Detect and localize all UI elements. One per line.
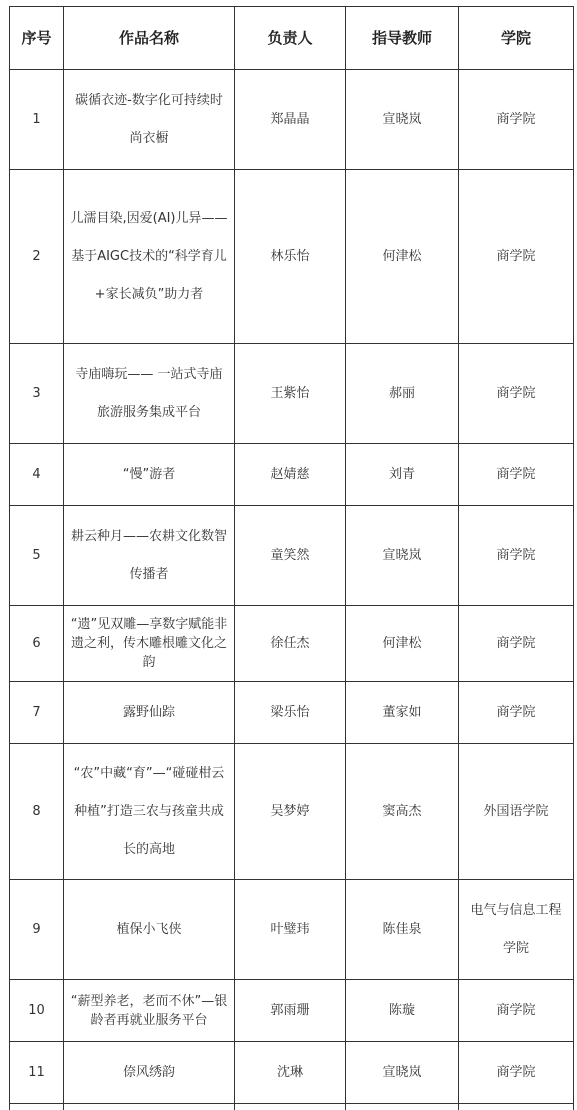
cell-title: 倷风绣韵 <box>64 1042 235 1104</box>
cell-college: 外国语学院 <box>459 744 574 880</box>
cell-seq: 6 <box>10 606 64 682</box>
cell-seq: 9 <box>10 880 64 980</box>
cell-lead: 郭雨珊 <box>235 980 346 1042</box>
cell-teacher: 宣晓岚 <box>346 506 459 606</box>
cell-college: 商学院 <box>459 606 574 682</box>
cell-college: 电气与信息工程学院 <box>459 880 574 980</box>
cell-teacher: 何津松 <box>346 606 459 682</box>
cell-lead <box>235 1104 346 1110</box>
cell-college: 商学院 <box>459 70 574 170</box>
cell-college: 商学院 <box>459 980 574 1042</box>
cell-lead: 徐任杰 <box>235 606 346 682</box>
table-row <box>10 506 574 606</box>
cell-teacher: 陈璇 <box>346 980 459 1042</box>
table-row <box>10 980 574 1042</box>
cell-title: 耕云种月——农耕文化数智传播者 <box>64 506 235 606</box>
cell-title: “农”中藏“育”—“碰碰柑云种植”打造三农与孩童共成长的高地 <box>64 744 235 880</box>
header-row <box>10 7 574 70</box>
cell-lead: 吴梦婷 <box>235 744 346 880</box>
cell-title: 植保小飞侠 <box>64 880 235 980</box>
cell-teacher: 郝丽 <box>346 344 459 444</box>
cell-seq: 7 <box>10 682 64 744</box>
cell-college: 商学院 <box>459 506 574 606</box>
table-row <box>10 880 574 980</box>
cell-lead: 沈琳 <box>235 1042 346 1104</box>
cell-college: 商学院 <box>459 170 574 344</box>
cell-seq: 3 <box>10 344 64 444</box>
table-row <box>10 744 574 880</box>
cell-seq <box>10 1104 64 1110</box>
header-title: 作品名称 <box>64 7 235 70</box>
cell-seq: 2 <box>10 170 64 344</box>
cell-lead: 赵婧慈 <box>235 444 346 506</box>
table-row <box>10 170 574 344</box>
cell-title: 儿濡目染,因爱(AI)儿异——基于AIGC技术的“科学育儿+家长减负”助力者 <box>64 170 235 344</box>
cell-college: 商学院 <box>459 1042 574 1104</box>
table-row <box>10 606 574 682</box>
cell-seq: 1 <box>10 70 64 170</box>
table-row <box>10 70 574 170</box>
cell-seq: 10 <box>10 980 64 1042</box>
table-row <box>10 1104 574 1110</box>
cell-lead: 童笑然 <box>235 506 346 606</box>
cell-seq: 5 <box>10 506 64 606</box>
cell-teacher: 宣晓岚 <box>346 70 459 170</box>
cell-college <box>459 1104 574 1110</box>
table-row <box>10 1042 574 1104</box>
cell-title <box>64 1104 235 1110</box>
cell-title: 碳循衣迹-数字化可持续时尚衣橱 <box>64 70 235 170</box>
project-table <box>9 6 574 1110</box>
cell-college: 商学院 <box>459 344 574 444</box>
cell-title: “遗”见双雕—享数字赋能非遗之利，传木雕根雕文化之韵 <box>64 606 235 682</box>
cell-title: 寺庙嗨玩—— 一站式寺庙旅游服务集成平台 <box>64 344 235 444</box>
cell-teacher <box>346 1104 459 1110</box>
cell-seq: 8 <box>10 744 64 880</box>
cell-teacher: 陈佳泉 <box>346 880 459 980</box>
table-row <box>10 444 574 506</box>
cell-teacher: 何津松 <box>346 170 459 344</box>
cell-lead: 林乐怡 <box>235 170 346 344</box>
cell-teacher: 刘青 <box>346 444 459 506</box>
cell-title: “慢”游者 <box>64 444 235 506</box>
cell-college: 商学院 <box>459 444 574 506</box>
cell-teacher: 董家如 <box>346 682 459 744</box>
cell-lead: 郑晶晶 <box>235 70 346 170</box>
cell-lead: 梁乐怡 <box>235 682 346 744</box>
cell-lead: 王紫怡 <box>235 344 346 444</box>
table-row <box>10 682 574 744</box>
table-row <box>10 344 574 444</box>
header-lead: 负责人 <box>235 7 346 70</box>
cell-seq: 4 <box>10 444 64 506</box>
header-seq: 序号 <box>10 7 64 70</box>
cell-seq: 11 <box>10 1042 64 1104</box>
cell-title: “薪型养老，老而不休”—银龄者再就业服务平台 <box>64 980 235 1042</box>
cell-college: 商学院 <box>459 682 574 744</box>
header-college: 学院 <box>459 7 574 70</box>
cell-title: 露野仙踪 <box>64 682 235 744</box>
header-teacher: 指导教师 <box>346 7 459 70</box>
cell-teacher: 宣晓岚 <box>346 1042 459 1104</box>
cell-teacher: 窦高杰 <box>346 744 459 880</box>
cell-lead: 叶璧玮 <box>235 880 346 980</box>
